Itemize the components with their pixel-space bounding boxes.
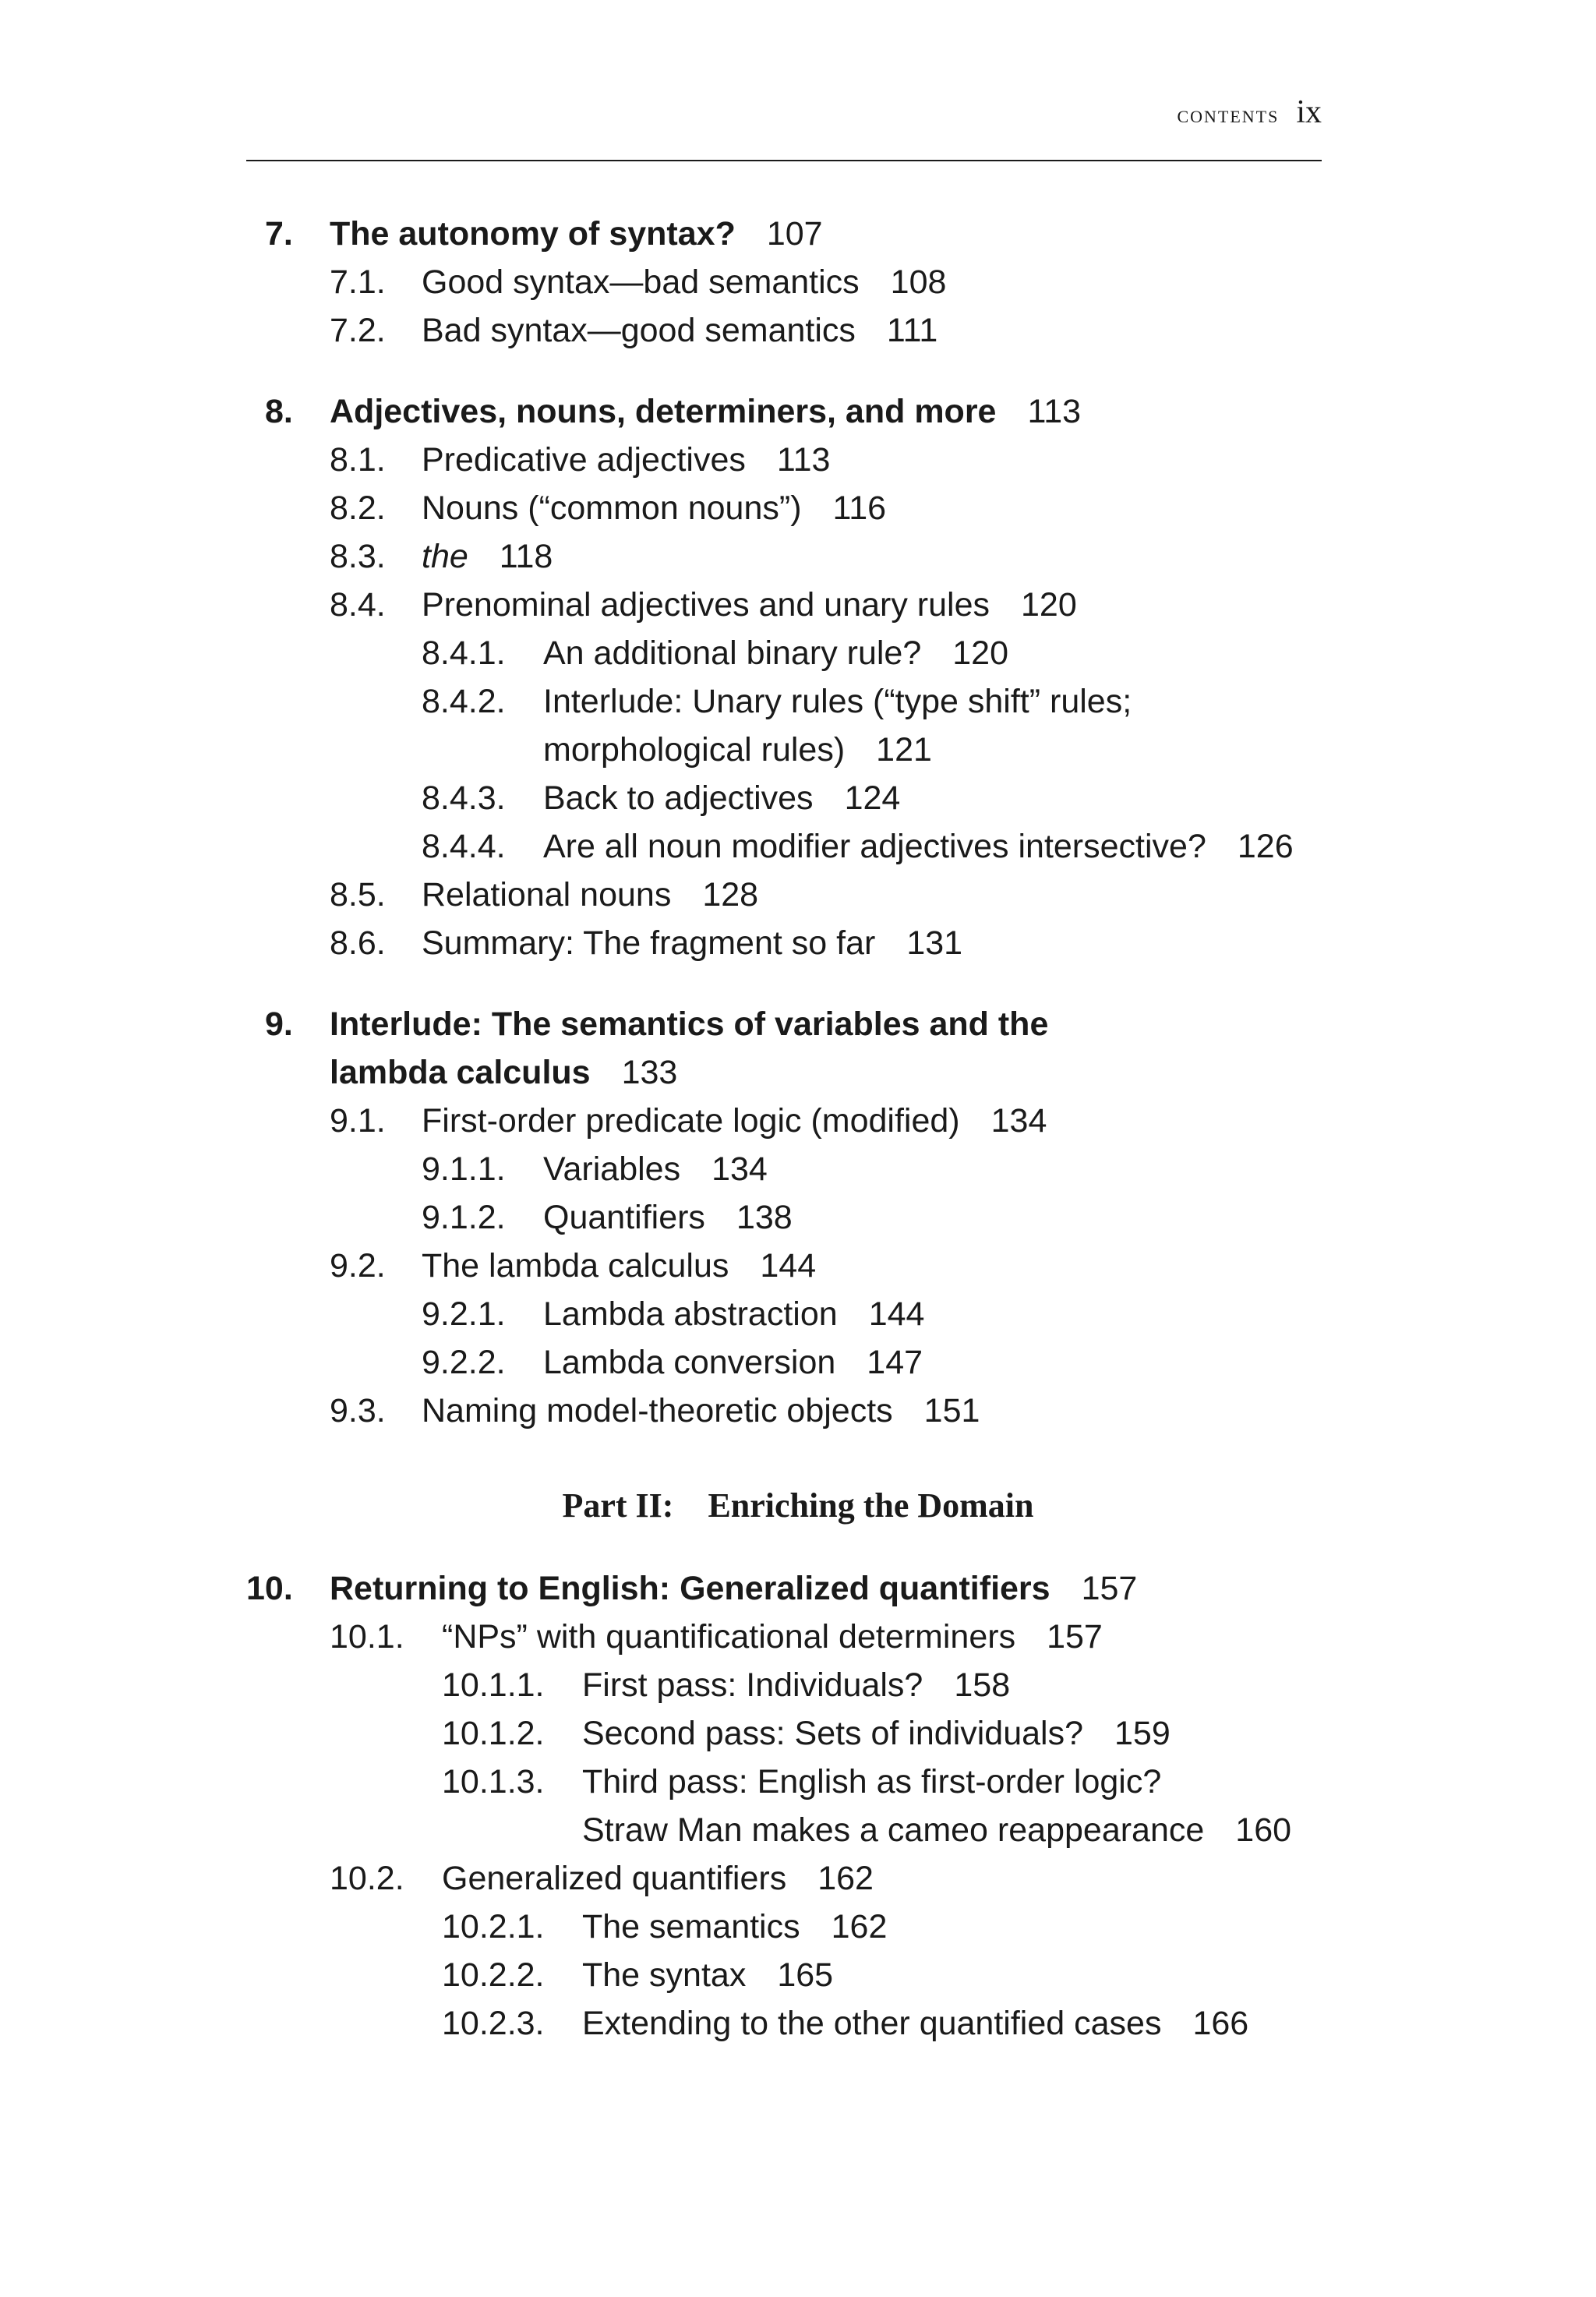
toc-number: 8.6. [330,924,386,962]
toc-title: Interlude: The semantics of variables and the [330,1005,1049,1043]
toc-number: 10.2.3. [442,2005,545,2042]
toc-number: 8.3. [330,538,386,575]
toc-title: Relational nouns [422,876,672,913]
toc-page: 144 [868,1295,925,1333]
toc-page: 107 [766,215,823,253]
toc-title: the [422,538,468,575]
toc-number: 10.2.2. [442,1956,545,1994]
toc-number: 10.1.2. [442,1715,545,1752]
toc-title: Generalized quantifiers [442,1860,787,1897]
toc-number: 9.2.1. [422,1295,506,1333]
toc-number: 7.2. [330,312,386,349]
toc-title: Lambda abstraction [543,1295,838,1333]
toc-title: Summary: The fragment so far [422,924,876,962]
toc-title: Straw Man makes a cameo reappearance [582,1811,1205,1849]
toc-number: 8.4.3. [422,779,506,817]
toc-page: 147 [867,1344,923,1381]
part-title: Enriching the Domain [708,1486,1034,1525]
header-rule [246,160,1322,161]
toc-title: The syntax [582,1956,747,1994]
toc-title: First pass: Individuals? [582,1666,923,1704]
toc-page: 120 [1021,586,1077,624]
toc-number: 9.1.1. [422,1150,506,1188]
toc-title: The autonomy of syntax? [330,215,736,253]
part-label: Part II: [562,1486,674,1525]
toc-title: First-order predicate logic (modified) [422,1102,960,1140]
page-number: ix [1296,94,1322,130]
toc-page: 121 [876,731,932,769]
toc-page: 157 [1081,1570,1138,1607]
toc-title: lambda calculus [330,1054,591,1091]
toc-page: 151 [923,1392,980,1429]
toc-title: Predicative adjectives [422,441,746,479]
toc-title: Second pass: Sets of individuals? [582,1715,1084,1752]
toc-title: Extending to the other quantified cases [582,2005,1162,2042]
toc-title: Lambda conversion [543,1344,836,1381]
toc-page: 144 [760,1247,817,1285]
toc-number: 10.2. [330,1860,404,1897]
toc-title: Good syntax—bad semantics [422,263,860,301]
toc-number: 9.2. [330,1247,386,1285]
toc-number: 10.2.1. [442,1908,545,1945]
toc-number: 8.4.1. [422,634,506,672]
toc-title: Nouns (“common nouns”) [422,489,802,527]
toc-page: 113 [1027,393,1082,430]
toc-number: 8.5. [330,876,386,913]
toc-page: 158 [954,1666,1011,1704]
toc-title: Adjectives, nouns, determiners, and more [330,393,997,430]
toc-number: 9.1.2. [422,1199,506,1236]
toc-number: 8.4.2. [422,683,506,720]
toc-number: 8.4. [330,586,386,624]
toc-page: 133 [621,1054,678,1091]
toc-page: 134 [711,1150,768,1188]
toc-title: Are all noun modifier adjectives intersective? [543,828,1206,865]
toc-title: The semantics [582,1908,800,1945]
toc-page: 134 [990,1102,1047,1140]
toc-number: 8.4.4. [422,828,506,865]
toc-page: 165 [777,1956,834,1994]
toc-title: Quantifiers [543,1199,705,1236]
toc-page: 111 [886,312,938,349]
toc-page: 166 [1192,2005,1249,2042]
toc-title: Back to adjectives [543,779,814,817]
toc-title: Returning to English: Generalized quantifiers [330,1570,1050,1607]
toc-number: 9.2.2. [422,1344,506,1381]
toc-page: 159 [1114,1715,1171,1752]
page-header [246,92,1322,139]
toc-number: 9. [265,1005,293,1043]
toc-number: 8.1. [330,441,386,479]
toc-title: An additional binary rule? [543,634,922,672]
toc-page: 138 [736,1199,793,1236]
toc-page: 116 [832,489,887,527]
toc-number: 10.1.3. [442,1763,545,1800]
toc-title: Interlude: Unary rules (“type shift” rules; [543,683,1132,720]
toc-number: 7.1. [330,263,386,301]
toc-page: 131 [906,924,963,962]
toc-title: Third pass: English as first-order logic? [582,1763,1162,1800]
toc-title: The lambda calculus [422,1247,729,1285]
running-head-label: contents [1177,101,1280,128]
toc-number: 8.2. [330,489,386,527]
toc-page: 162 [831,1908,888,1945]
toc-page: 162 [817,1860,874,1897]
toc-page: 124 [844,779,901,817]
toc-page: 157 [1047,1618,1103,1656]
toc-number: 9.3. [330,1392,386,1429]
toc-number: 10. [246,1570,293,1607]
toc-title: morphological rules) [543,731,846,769]
toc-page: 160 [1235,1811,1292,1849]
toc-number: 8. [265,393,293,430]
toc-page: 128 [702,876,759,913]
toc-number: 7. [265,215,293,253]
toc-title: “NPs” with quantificational determiners [442,1618,1016,1656]
toc-title: Naming model-theoretic objects [422,1392,893,1429]
toc-page: 126 [1237,828,1294,865]
part-heading [0,1482,1596,1529]
toc-page: 120 [952,634,1009,672]
toc-page: 108 [890,263,947,301]
toc-page: 118 [499,538,553,575]
toc-title: Bad syntax—good semantics [422,312,856,349]
toc-title: Prenominal adjectives and unary rules [422,586,990,624]
running-head [1177,94,1322,131]
toc-number: 10.1. [330,1618,404,1656]
toc-number: 9.1. [330,1102,386,1140]
toc-number: 10.1.1. [442,1666,545,1704]
toc-title: Variables [543,1150,681,1188]
toc-page: 113 [776,441,831,479]
